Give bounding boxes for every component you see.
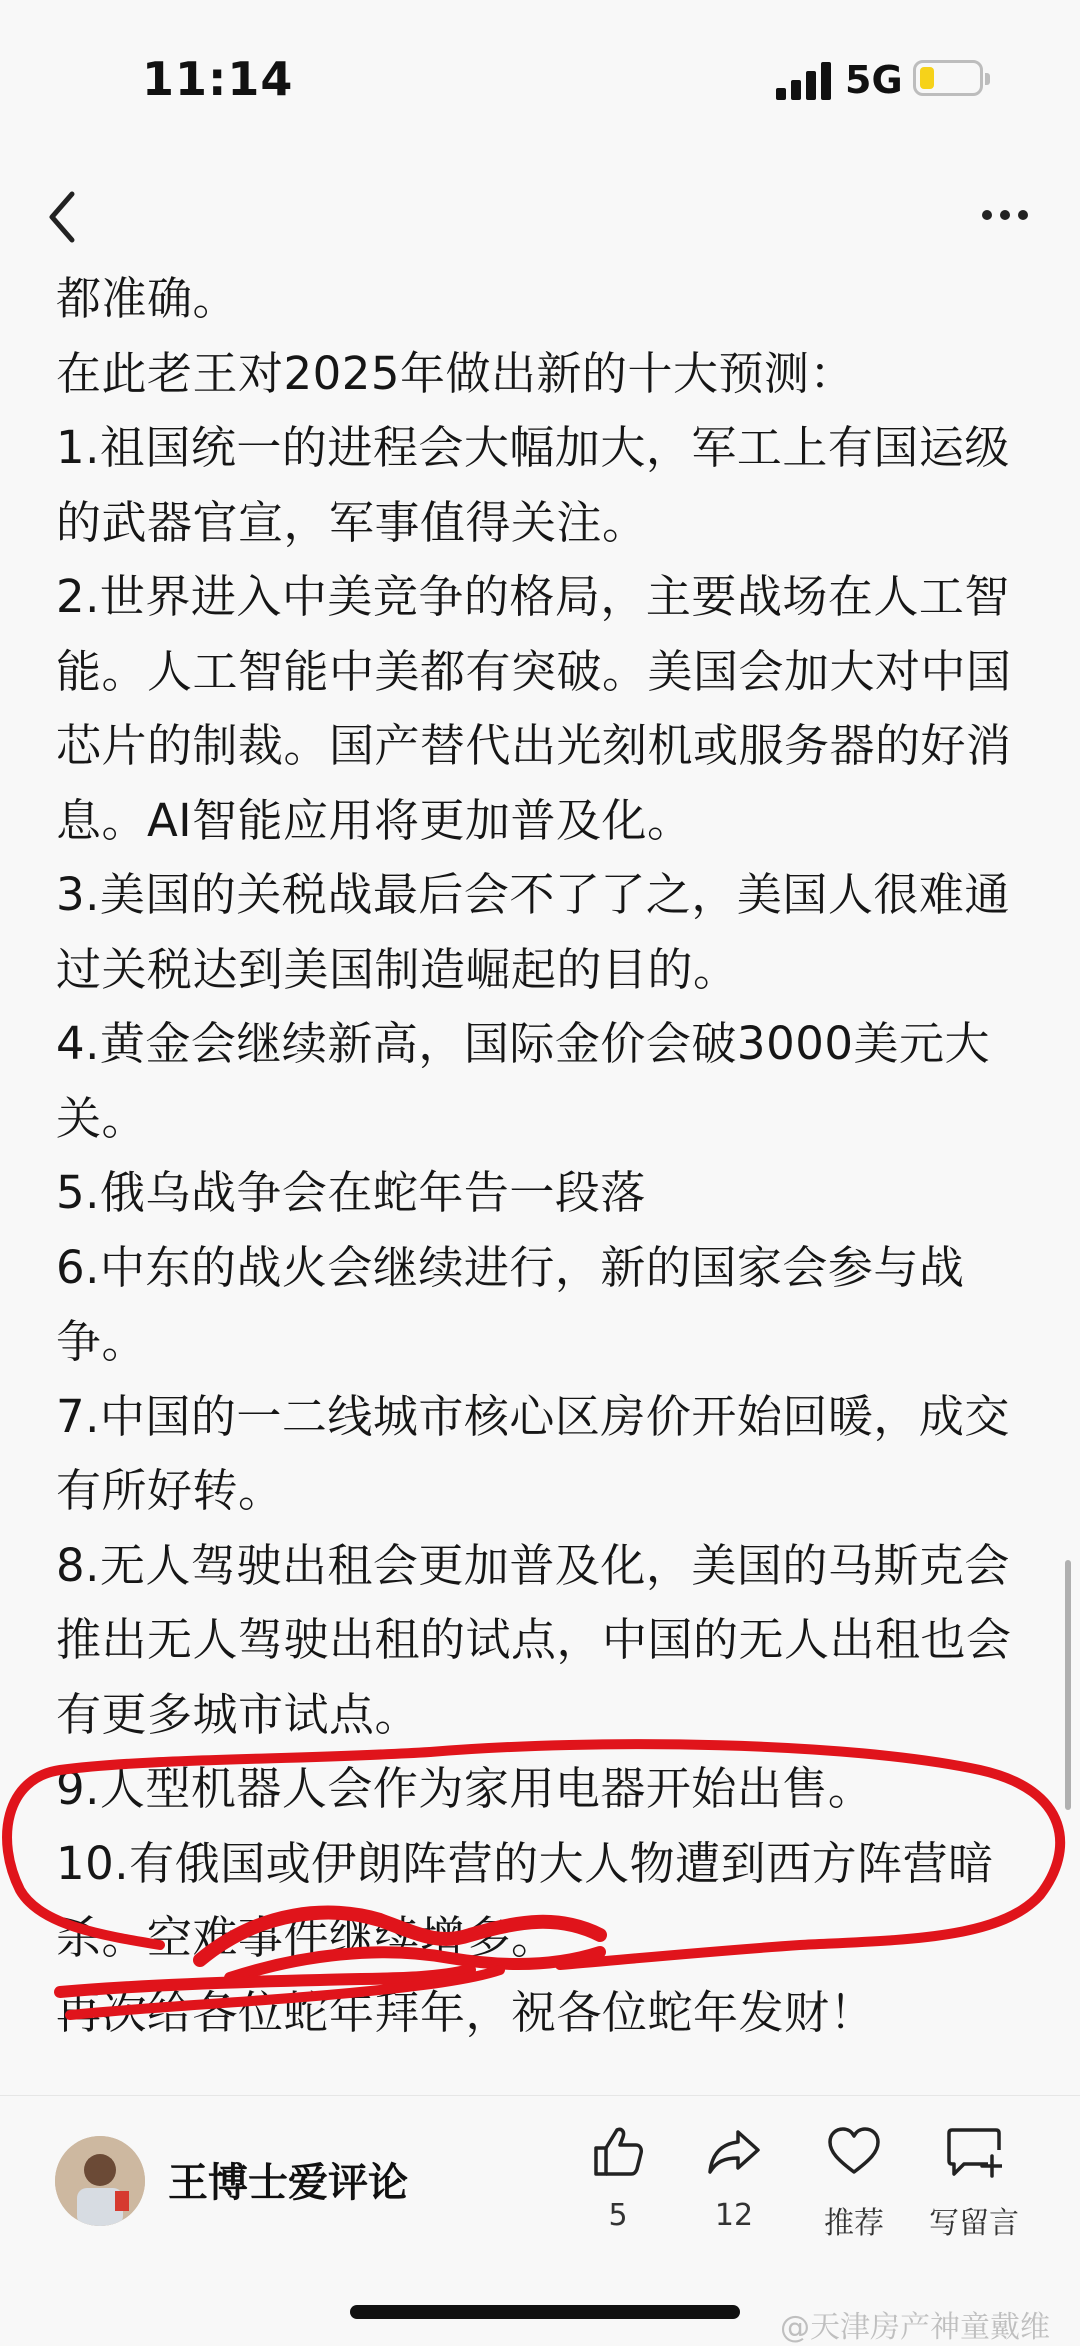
network-type: 5G [845,58,903,102]
article-line: 2.世界进入中美竞争的格局，主要战场在人工智能。人工智能中美都有突破。美国会加大对中国芯片的制裁。国产替代出光刻机或服务器的好消息。AI智能应用将更加普及化。 [56,570,1012,847]
article-line: 再次给各位蛇年拜年，祝各位蛇年发财！ [56,1985,876,2039]
more-dot-icon [1000,210,1010,220]
article-line: 8.无人驾驶出租会更加普及化，美国的马斯克会推出无人驾驶出租的试点，中国的无人出租也会有更多城市试点。 [56,1538,1012,1741]
share-count: 12 [714,2198,754,2233]
article-line: 3.美国的关税战最后会不了了之，美国人很难通过关税达到美国制造崛起的目的。 [56,868,1010,996]
share-button[interactable] [679,2124,789,2233]
comment-label: 写留言 [929,2206,1019,2241]
status-time: 11:14 [142,52,294,106]
article-line: 5.俄乌战争会在蛇年告一段落 [56,1166,646,1219]
article-line: 7.中国的一二线城市核心区房价开始回暖，成交有所好转。 [56,1389,1010,1517]
recommend-label: 推荐 [824,2206,884,2241]
nav-bar [0,160,1080,270]
chevron-left-icon [40,180,110,250]
watermark: @天津房产神童戴维 [780,2310,1050,2345]
article-line: 9.人型机器人会作为家用电器开始出售。 [56,1762,874,1815]
recommend-button[interactable] [799,2124,909,2242]
article-line: 10.有俄国或伊朗阵营的大人物遭到西方阵营暗杀。空难事件继续增多。 [56,1836,994,1964]
article-body [56,262,1046,2050]
like-count: 5 [608,2198,628,2233]
heart-icon [826,2124,882,2180]
more-button[interactable] [970,190,1040,240]
status-bar [0,0,1080,160]
article-line: 6.中东的战火会继续进行，新的国家会参与战争。 [56,1240,965,1368]
back-button[interactable] [40,180,110,250]
article-line: 都准确。 [56,272,239,325]
share-arrow-icon [706,2124,762,2180]
author-avatar[interactable] [55,2136,145,2226]
like-button[interactable] [563,2124,673,2233]
author-name[interactable]: 王博士爱评论 [168,2160,408,2206]
thumbs-up-icon [590,2124,646,2180]
home-indicator[interactable] [350,2305,740,2319]
scrollbar[interactable] [1065,1560,1071,1810]
article-line: 在此老王对2025年做出新的十大预测： [56,346,856,400]
article-line: 4.黄金会继续新高，国际金价会破3000美元大关。 [56,1017,990,1145]
comment-add-icon [946,2124,1002,2180]
signal-icon [776,62,834,100]
more-dot-icon [1018,210,1028,220]
more-dot-icon [982,210,992,220]
avatar-image [55,2136,145,2226]
article-line: 1.祖国统一的进程会大幅加大，军工上有国运级的武器官宣，军事值得关注。 [56,421,1010,549]
comment-button[interactable] [919,2124,1029,2242]
battery-icon [913,60,983,96]
